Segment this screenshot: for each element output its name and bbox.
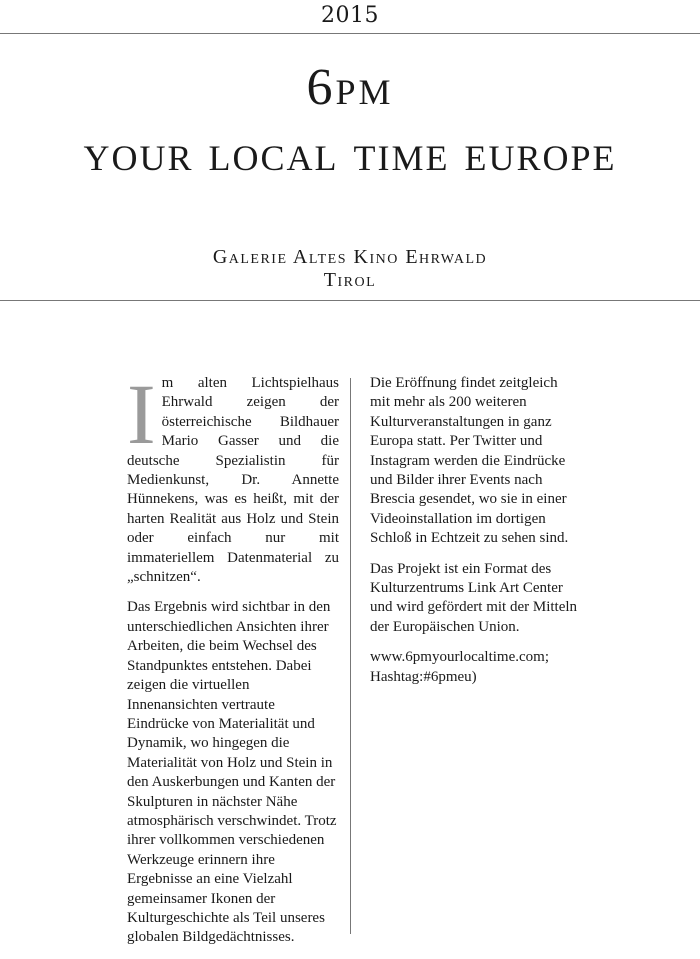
top-divider [0,33,700,34]
intro-paragraph [127,366,339,587]
title-line-2: your local time europe [83,125,617,182]
column-divider [350,378,351,934]
section-divider [0,300,700,301]
article-column-left [127,366,339,959]
title-line-1: 6pm [306,59,394,116]
website-paragraph: www.6pmyourlocaltime.com; Hashtag:#6pmeu) [370,649,549,685]
venue-region: Tirol [323,269,377,291]
year-heading: 2015 [321,3,379,28]
opening-paragraph: Die Eröffnung findet zeitgleich mit mehr als 200 weiteren Kulturveranstaltungen in ganz Europa statt. Per Twitter und Instagram werden die Eindrücke und Bilder ihrer Events nach Brescia gesendet, wo sie in einer Videoinstallation im dortigen Schloß in Echtzeit zu sehen sind. [370,375,569,547]
article-column-right [370,374,578,698]
drop-cap: I [127,366,156,462]
project-paragraph: Das Projekt ist ein Format des Kulturzentrums Link Art Center und wird gefördert mit der Mitteln der Europäischen Union. [370,560,578,635]
result-paragraph: Das Ergebnis wird sichtbar in den unterschiedlichen Ansichten ihrer Arbeiten, die beim Wechsel des Standpunktes entstehen. Dabei zeigen die virtuellen Innenansichten vertraute Eindrücke von Materialität und Dynamik, wo hingegen die Materialität von Holz und Stein in den Auskerbungen und Kanten der Skulpturen in nächster Nähe atmosphärisch verschwindet. Trotz ihrer vollkommen verschiedenen Werkzeuge erinnern ihre Ergebnisse an eine Vielzahl gemeinsamer Ikonen der Kulturgeschichte als Teil unseres globalen Bildgedächtnisses. [127,599,337,946]
intro-text: m alten Lichtspielhaus Ehrwald zeigen der österreichische Bildhauer Mario Gasser und die deutsche Spezialistin für Medienkunst, Dr. Annette Hünnekens, was es heißt, mit der harten Realität aus Holz und Stein oder einfach nur mit immateriellem Datenmaterial zu „schnitzen“. [127,375,339,586]
venue-name: Galerie Altes Kino Ehrwald [212,246,488,268]
